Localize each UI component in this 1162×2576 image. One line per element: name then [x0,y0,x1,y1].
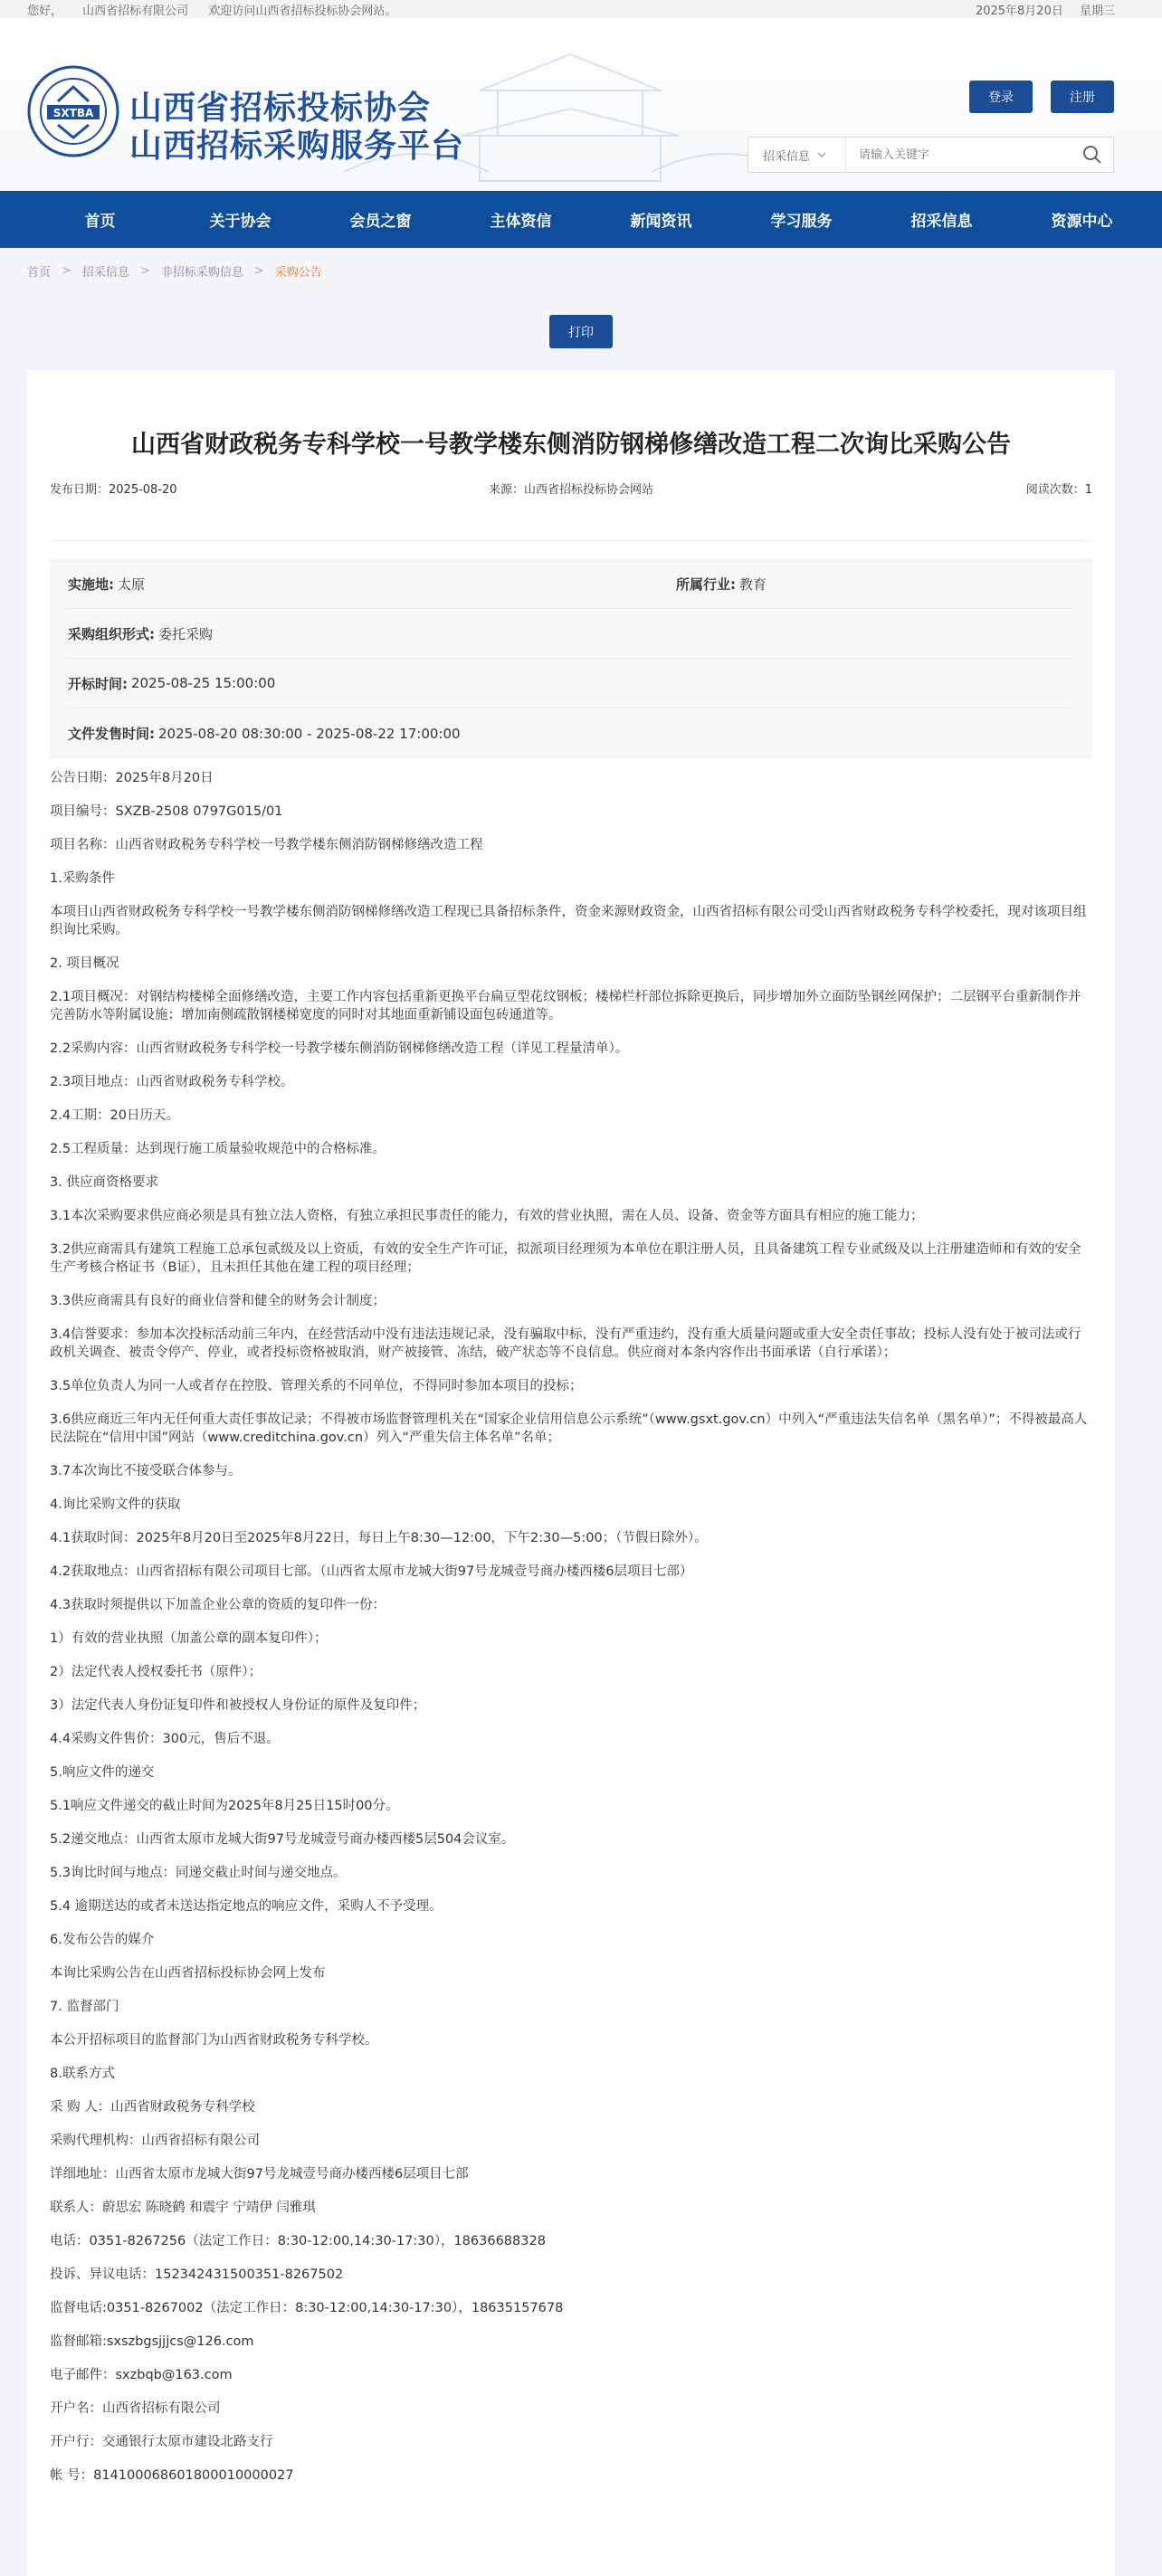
content-paragraph: 3.6供应商近三年内无任何重大责任事故记录；不得被市场监督管理机关在“国家企业信用信息公示系统”（www.gsxt.gov.cn）中列入“严重违法失信名单（黑名单）”；不得被最高人民法院在“信用中国”网站（www.creditchina.gov.cn）列入“严重失信主体名单”名单； [50,1412,1088,1445]
search-button[interactable] [1072,138,1113,172]
info-row [68,609,1074,659]
chevron-right-icon: > [139,263,150,278]
org-name-block [129,89,464,165]
content-paragraph: 本询比采购公告在山西省招标投标协会网上发布 [50,1966,326,1981]
nav-item-about[interactable]: 关于协会 [209,213,271,231]
content-paragraph: 6.发布公告的媒介 [50,1933,155,1947]
location-value: 太原 [118,575,146,593]
article-title: 山西省财政税务专科学校一号教学楼东侧消防钢梯修缮改造工程二次询比采购公告 [131,431,1011,459]
site-header [0,18,1162,191]
industry-value: 教育 [739,575,767,593]
breadcrumb-procurement[interactable]: 招采信息 [81,265,129,280]
content-paragraph: 2）法定代表人授权委托书（原件）； [50,1665,262,1679]
search-category-select[interactable] [748,138,846,172]
content-paragraph: 3. 供应商资格要求 [50,1175,158,1190]
breadcrumb-current: 采购公告 [274,265,322,280]
company-name: 山西省招标有限公司 [82,4,189,18]
content-paragraph: 2.5工程质量：达到现行施工质量验收规范中的合格标准。 [50,1142,386,1156]
content-paragraph: 项目编号：SXZB-2508 0797G015/01 [50,804,283,819]
logo-text: SXTBA [52,107,94,119]
top-bar [0,0,1162,18]
current-date: 2025年8月20日 [975,4,1063,18]
content-paragraph: 本公开招标项目的监督部门为山西省财政税务专科学校。 [50,2033,378,2048]
article-panel [27,370,1115,2576]
content-paragraph: 采 购 人：山西省财政税务专科学校 [50,2100,255,2115]
open-time-value: 2025-08-25 15:00:00 [131,675,276,691]
content-paragraph: 4.2获取地点：山西省招标有限公司项目七部。（山西省太原市龙城大街97号龙城壹号商办楼西楼6层项目七部） [50,1564,693,1579]
content-paragraph: 2.2采购内容：山西省财政税务专科学校一号教学楼东侧消防钢梯修缮改造工程（详见工程量清单）。 [50,1041,629,1056]
main-nav [0,191,1162,248]
info-row [68,559,1074,609]
nav-item-home[interactable]: 首页 [84,213,116,231]
content-paragraph: 3.7本次询比不接受联合体参与。 [50,1464,242,1478]
content-paragraph: 2.3项目地点：山西省财政税务专科学校。 [50,1075,294,1089]
chevron-right-icon: > [62,263,71,278]
breadcrumb-home[interactable]: 首页 [27,265,52,280]
content-paragraph: 5.2递交地点：山西省太原市龙城大街97号龙城壹号商办楼西楼5层504会议室。 [50,1832,515,1847]
login-button[interactable]: 登录 [969,81,1033,113]
content-paragraph: 4.3获取时须提供以下加盖企业公章的资质的复印件一份： [50,1598,386,1612]
search-icon [1081,144,1103,166]
content-paragraph: 开户名：山西省招标有限公司 [50,2401,221,2416]
content-paragraph: 3.1本次采购要求供应商必须是具有独立法人资格，有独立承担民事责任的能力，有效的营业执照，需在人员、设备、资金等方面具有相应的施工能力； [50,1209,924,1223]
info-row [68,708,1074,758]
chevron-right-icon: > [253,263,264,278]
content-paragraph: 开户行：交通银行太原市建设北路支行 [50,2435,273,2449]
content-paragraph: 帐 号：814100068601800010000027 [50,2468,294,2483]
article-source: 来源：山西省招标投标协会网站 [488,483,654,497]
industry-label: 所属行业: [676,575,736,593]
content-paragraph: 4.询比采购文件的获取 [50,1497,181,1512]
search-input[interactable] [846,138,1072,172]
article-meta [50,480,1092,541]
content-paragraph: 采购代理机构：山西省招标有限公司 [50,2134,260,2148]
content-paragraph: 2. 项目概况 [50,956,119,971]
content-paragraph: 监督邮箱:sxszbgsjjjcs@126.com [50,2334,254,2349]
content-paragraph: 5.响应文件的递交 [50,1765,155,1780]
doc-time-value: 2025-08-20 08:30:00 - 2025-08-22 17:00:00 [158,725,461,742]
content-paragraph: 电话：0351-8267256（法定工作日：8:30-12:00,14:30-17:30），18636688328 [50,2234,546,2248]
current-weekday: 星期三 [1079,4,1115,18]
content-paragraph: 4.1获取时间：2025年8月20日至2025年8月22日，每日上午8:30—12:00，下午2:30—5:00；（节假日除外）。 [50,1531,708,1545]
org-name-line1: 山西省招标投标协会 [129,89,432,126]
org-form-value: 委托采购 [158,625,214,642]
content-paragraph: 3）法定代表人身份证复印件和被授权人身份证的原件及复印件； [50,1698,426,1713]
content-paragraph: 项目名称：山西省财政税务专科学校一号教学楼东侧消防钢梯修缮改造工程 [50,838,483,852]
search-bar [748,137,1114,173]
org-form-label: 采购组织形式: [68,625,155,642]
content-paragraph: 3.4信誉要求：参加本次投标活动前三年内，在经营活动中没有违法违规记录，没有骗取中标，没有严重违约，没有重大质量问题或重大安全责任事故；投标人没有处于被司法或行政机关调查、被责令停产、停业，或者投标资格被取消，财产被接管、冻结，破产状态等不良信息。供应商对本条内容作出书面承诺（自行承诺）； [50,1327,1081,1360]
nav-item-procurement[interactable]: 招采信息 [910,213,973,231]
content-paragraph: 1.采购条件 [50,871,115,886]
content-paragraph: 本项目山西省财政税务专科学校一号教学楼东侧消防钢梯修缮改造工程现已具备招标条件，资金来源财政资金，山西省招标有限公司受山西省财政税务专科学校委托，现对该项目组织询比采购。 [50,905,1087,937]
content-paragraph: 4.4采购文件售价：300元，售后不退。 [50,1732,280,1746]
content-paragraph: 5.4 逾期送达的或者未送达指定地点的响应文件，采购人不予受理。 [50,1899,443,1914]
content-paragraph: 电子邮件：sxzbqb@163.com [50,2368,233,2382]
greeting-text: 您好， [27,4,63,18]
welcome-text: 欢迎访问山西省招标投标协会网站。 [208,4,397,18]
location-label: 实施地: [68,575,114,593]
nav-item-news[interactable]: 新闻资讯 [630,213,692,231]
read-count: 阅读次数：1 [1025,483,1092,497]
chevron-down-icon [817,150,826,159]
content-paragraph: 5.3询比时间与地点：同递交截止时间与递交地点。 [50,1866,347,1880]
nav-item-credit[interactable]: 主体资信 [490,213,552,231]
content-paragraph: 3.2供应商需具有建筑工程施工总承包贰级及以上资质，有效的安全生产许可证，拟派项目经理须为本单位在职注册人员，且具备建筑工程专业贰级及以上注册建造师和有效的安全生产考核合格证书（B证），且未担任其他在建工程的项目经理； [50,1242,1081,1275]
breadcrumb-non-tender[interactable]: 非招标采购信息 [160,265,243,280]
content-paragraph: 3.3供应商需具有良好的商业信誉和健全的财务会计制度； [50,1294,386,1308]
content-paragraph: 2.1项目概况：对钢结构楼梯全面修缮改造，主要工作内容包括重新更换平台扁豆型花纹钢板；楼梯栏杆部位拆除更换后，同步增加外立面防坠钢丝网保护；二层钢平台重新制作并完善防水等附属设施；增加南侧疏散钢楼梯宽度的同时对其地面重新铺设面包砖通道等。 [50,990,1081,1022]
association-logo [27,65,119,157]
project-info-box [50,559,1092,758]
nav-item-members[interactable]: 会员之窗 [349,213,412,231]
content-paragraph: 联系人：蔚思宏 陈晓鹤 和震宇 宁靖伊 闫雅琪 [50,2201,316,2215]
info-row [68,659,1074,708]
content-paragraph: 公告日期：2025年8月20日 [50,771,214,785]
publish-date: 发布日期：2025-08-20 [50,483,177,497]
announcement-body [50,758,1092,2485]
nav-item-learning[interactable]: 学习服务 [770,213,833,231]
search-category-label: 招采信息 [763,149,811,164]
nav-item-resources[interactable]: 资源中心 [1051,213,1113,231]
content-paragraph: 8.联系方式 [50,2067,115,2081]
content-paragraph: 3.5单位负责人为同一人或者存在控股、管理关系的不同单位，不得同时参加本项目的投标； [50,1379,583,1393]
register-button[interactable]: 注册 [1051,81,1114,113]
breadcrumb [0,248,1162,293]
org-name-line2: 山西招标采购服务平台 [129,127,465,164]
content-paragraph: 1）有效的营业执照（加盖公章的副本复印件）； [50,1631,328,1646]
content-paragraph: 监督电话:0351-8267002（法定工作日：8:30-12:00,14:30-17:30），18635157678 [50,2301,564,2315]
content-paragraph: 5.1响应文件递交的截止时间为2025年8月25日15时00分。 [50,1799,399,1813]
print-button[interactable]: 打印 [549,315,613,348]
content-paragraph: 详细地址：山西省太原市龙城大街97号龙城壹号商办楼西楼6层项目七部 [50,2167,469,2182]
content-paragraph: 7. 监督部门 [50,2000,119,2014]
content-paragraph: 投诉、异议电话：152342431500351-8267502 [50,2267,344,2282]
open-time-label: 开标时间: [68,675,128,692]
print-bar [0,293,1162,370]
content-paragraph: 2.4工期：20日历天。 [50,1108,180,1123]
doc-time-label: 文件发售时间: [68,726,155,742]
